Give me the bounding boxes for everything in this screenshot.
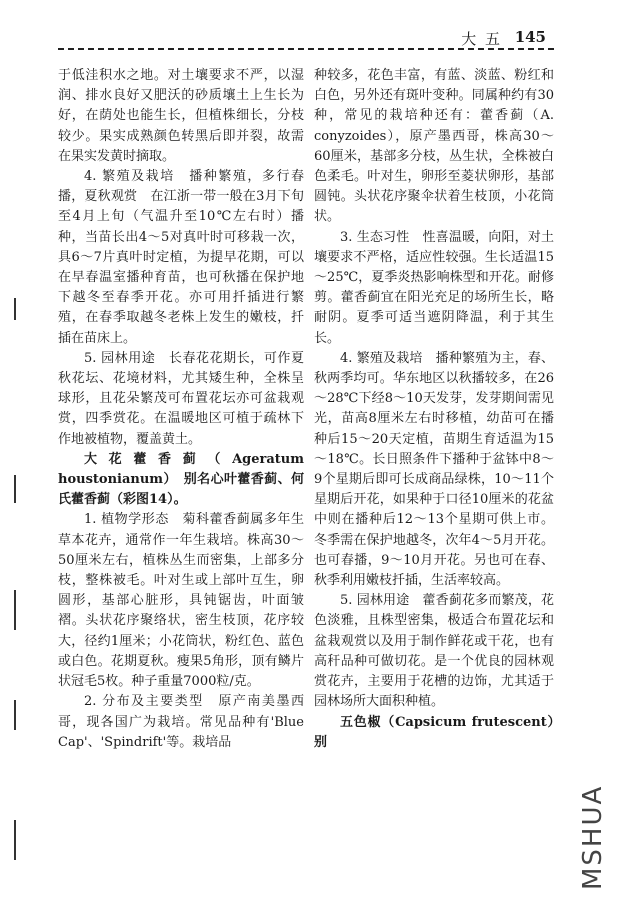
watermark-text: MSHUA (578, 784, 608, 890)
paragraph: 于低洼积水之地。对土壤要求不严，以湿润、排水良好又肥沃的砂质壤土上生长为好，在荫处也能生长，但植株细长，分枝较少。果实成熟颜色转黑后即并裂，故需在果实发黄时摘取。 (58, 68, 304, 164)
species-heading-paragraph: 大花藿香蓟（Ageratum houstonianum） 别名心叶藿香蓟、何氏藿香蓟（彩图14）。 (58, 451, 304, 508)
paragraph: 5. 园林用途 藿香蓟花多而繁茂，花色淡雅，且株型密集，极适合布置花坛和盆栽观赏以及用于制作鲜花或干花，也有高秆品种可做切花。是一个优良的园林观赏花卉，主要用于花槽的边饰，尤其适于园林场所大面积种植。 (314, 593, 554, 710)
species-heading-paragraph: 五色椒（Capsicum frutescent） 别 (314, 714, 568, 750)
right-text-column (314, 66, 568, 753)
paragraph: 4. 繁殖及栽培 播种繁殖，多行春播，夏秋观赏 在江浙一带一般在3月下旬至4月上旬（气温升至10℃左右时）播种，当苗长出4～5对真叶时可移栽一次，具6～7片真叶时定植，为提早花期，可以在早春温室播种育苗，也可秋播在保护地下越冬至春季开花。亦可用扦插进行繁殖，在春季取越冬老株上发生的嫩枝，扦插在苗床上。 (58, 169, 304, 346)
paragraph: 1. 植物学形态 菊科藿香蓟属多年生草本花卉，通常作一年生栽培。株高30～50厘米左右，植株丛生而密集，上部多分枝，整株被毛。叶对生或上部叶互生，卵圆形，基部心脏形，具钝锯齿，叶面皱褶。头状花序聚络状，密生枝顶，花序较大，径约1厘米；小花筒状，粉红色、蓝色或白色。花期夏秋。瘦果5角形，顶有鳞片状冠毛5枚。种子重量7000粒/克。 (58, 512, 304, 690)
paragraph: 种较多，花色丰富，有蓝、淡蓝、粉红和白色，另外还有斑叶变种。同属种约有30种，常见的栽培种还有：藿香蓟（A. conyzoides），原产墨西哥，株高30～60厘米，基部多分枝，丛生状，全株被白色柔毛。叶对生，卵形至菱状卵形，基部圆钝。头状花序聚伞状着生枝顶，小花筒状。 (314, 68, 554, 225)
page-number: 145 (514, 28, 546, 46)
paragraph: 3. 生态习性 性喜温暖，向阳，对土壤要求不严格，适应性较强。生长适温15～25℃，夏季炎热影响株型和开花。耐修剪。藿香蓟宜在阳光充足的场所生长，略耐阴。夏季可适当遮阴降温，利于其生长。 (314, 229, 554, 346)
chapter-title: 大 五 (461, 30, 502, 48)
paragraph: 5. 园林用途 长春花花期长，可作夏秋花坛、花境材料，尤其矮生种，全株呈球形，且花朵繁茂可布置花坛亦可盆栽观赏，四季赏花。在温暖地区可植于疏林下作地被植物，覆盖黄土。 (58, 350, 304, 447)
paragraph: 4. 繁殖及栽培 播种繁殖为主，春、秋两季均可。华东地区以秋播较多，在26～28℃下经8～10天发芽，发芽期间需见光，苗高8厘米左右时移植，幼苗可在播种后15～20天定植，苗期生育适温为15～18℃。长日照条件下播种于盆钵中8～9个星期后即可长成商品绿株，10～11个星期后开花，如果种于口径10厘米的花盆中则在播种后12～13个星期可供上市。冬季需在保护地越冬，次年4～5月开花。也可春播，9～10月开花。另也可在春、秋季利用嫩枝扦插，生活率较高。 (314, 350, 554, 589)
header-rule (58, 48, 554, 50)
paragraph: 2. 分布及主要类型 原产南美墨西哥，现各国广为栽培。常见品种有'Blue Cap'、'Spindrift'等。栽培品 (58, 694, 304, 750)
running-header (58, 22, 552, 48)
left-text-column (58, 66, 304, 753)
